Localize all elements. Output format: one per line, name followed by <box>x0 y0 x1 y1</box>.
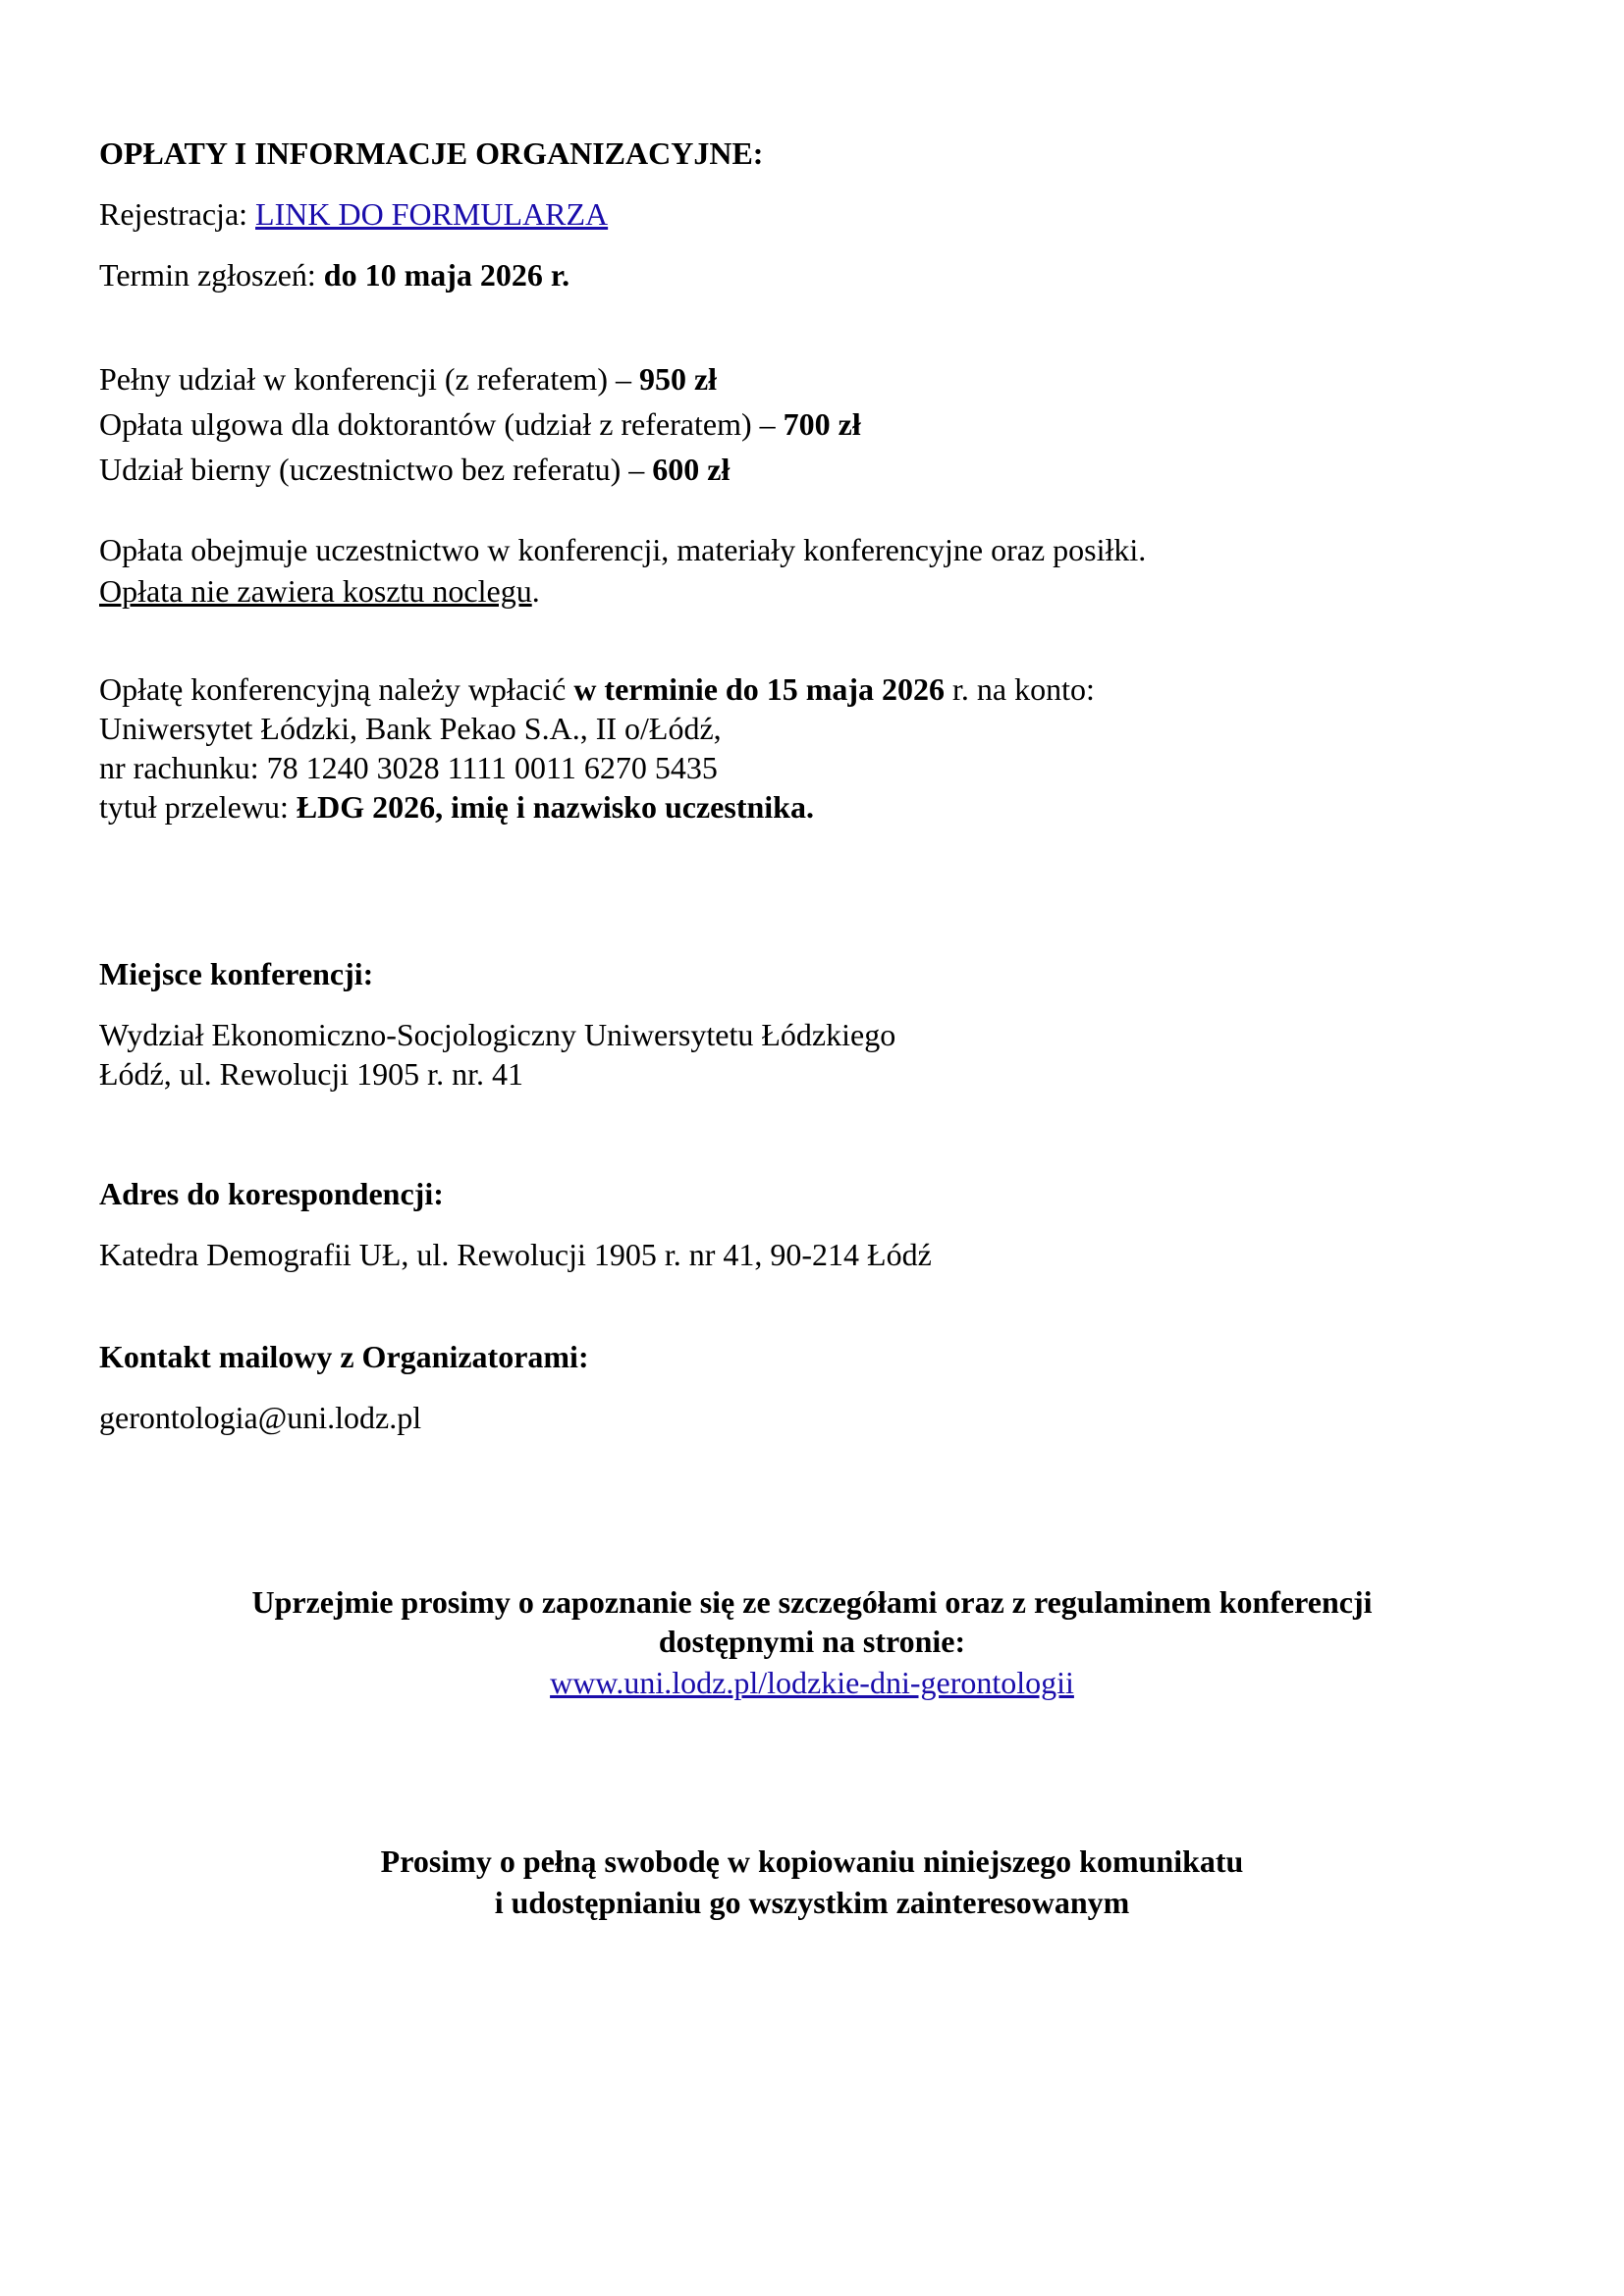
transfer-title: ŁDG 2026, imię i nazwisko uczestnika. <box>296 789 814 825</box>
venue-line2: Łódź, ul. Rewolucji 1905 r. nr. 41 <box>99 1056 523 1092</box>
payment-deadline: w terminie do 15 maja 2026 <box>573 671 946 707</box>
fee-item-passive <box>99 450 730 489</box>
bank-line: Uniwersytet Łódzki, Bank Pekao S.A., II o/Łódź, <box>99 711 722 746</box>
transfer-title-line <box>99 787 814 827</box>
fee-includes-text: Opłata obejmuje uczestnictwo w konferencji, materiały konferencyjne oraz posiłki. <box>99 532 1147 567</box>
closing-line1: Prosimy o pełną swobodę w kopiowaniu niniejszego komunikatu <box>380 1843 1244 1879</box>
notice-line2: dostępnymi na stronie: <box>658 1624 966 1659</box>
registration-line <box>99 194 608 234</box>
notice-url-line <box>99 1663 1525 1702</box>
deadline-line <box>99 255 569 294</box>
payment-intro: Opłatę konferencyjną należy wpłacić <box>99 671 574 707</box>
payment-outro: r. na konto: <box>945 671 1095 707</box>
fee-amount: 600 zł <box>652 452 731 487</box>
contact-heading: Kontakt mailowy z Organizatorami: <box>99 1339 589 1374</box>
registration-form-link[interactable]: LINK DO FORMULARZA <box>255 196 609 232</box>
fee-amount: 700 zł <box>783 406 861 442</box>
venue-line1: Wydział Ekonomiczno-Socjologiczny Uniwersytetu Łódzkiego <box>99 1017 896 1052</box>
registration-label: Rejestracja: <box>99 196 256 232</box>
venue-heading: Miejsce konferencji: <box>99 956 374 991</box>
payment-line <box>99 669 1095 709</box>
notice-line1: Uprzejmie prosimy o zapoznanie się ze szczegółami oraz z regulaminem konferencji <box>251 1584 1373 1620</box>
fee-excludes-suffix: . <box>531 573 540 609</box>
fee-amount: 950 zł <box>638 361 718 397</box>
deadline-value: do 10 maja 2026 r. <box>323 257 570 293</box>
contact-email[interactable]: gerontologia@uni.lodz.pl <box>99 1400 422 1435</box>
deadline-label: Termin zgłoszeń: <box>99 257 324 293</box>
transfer-label: tytuł przelewu: <box>99 789 297 825</box>
conference-website-link[interactable]: www.uni.lodz.pl/lodzkie-dni-gerontologii <box>550 1665 1074 1700</box>
correspondence-heading: Adres do korespondencji: <box>99 1176 444 1211</box>
fee-label: Udział bierny (uczestnictwo bez referatu) – <box>99 452 653 487</box>
fee-label: Pełny udział w konferencji (z referatem) – <box>99 361 639 397</box>
fee-item-full <box>99 359 717 399</box>
fee-excludes-text: Opłata nie zawiera kosztu noclegu <box>99 573 532 609</box>
fee-excludes-line <box>99 571 540 611</box>
fee-label: Opłata ulgowa dla doktorantów (udział z referatem) – <box>99 406 784 442</box>
account-line: nr rachunku: 78 1240 3028 1111 0011 6270 5435 <box>99 750 718 785</box>
correspondence-address: Katedra Demografii UŁ, ul. Rewolucji 1905 r. nr 41, 90-214 Łódź <box>99 1237 932 1272</box>
fee-item-reduced <box>99 404 861 444</box>
fees-heading: OPŁATY I INFORMACJE ORGANIZACYJNE: <box>99 135 764 171</box>
closing-line2: i udostępnianiu go wszystkim zainteresowanym <box>494 1885 1130 1920</box>
